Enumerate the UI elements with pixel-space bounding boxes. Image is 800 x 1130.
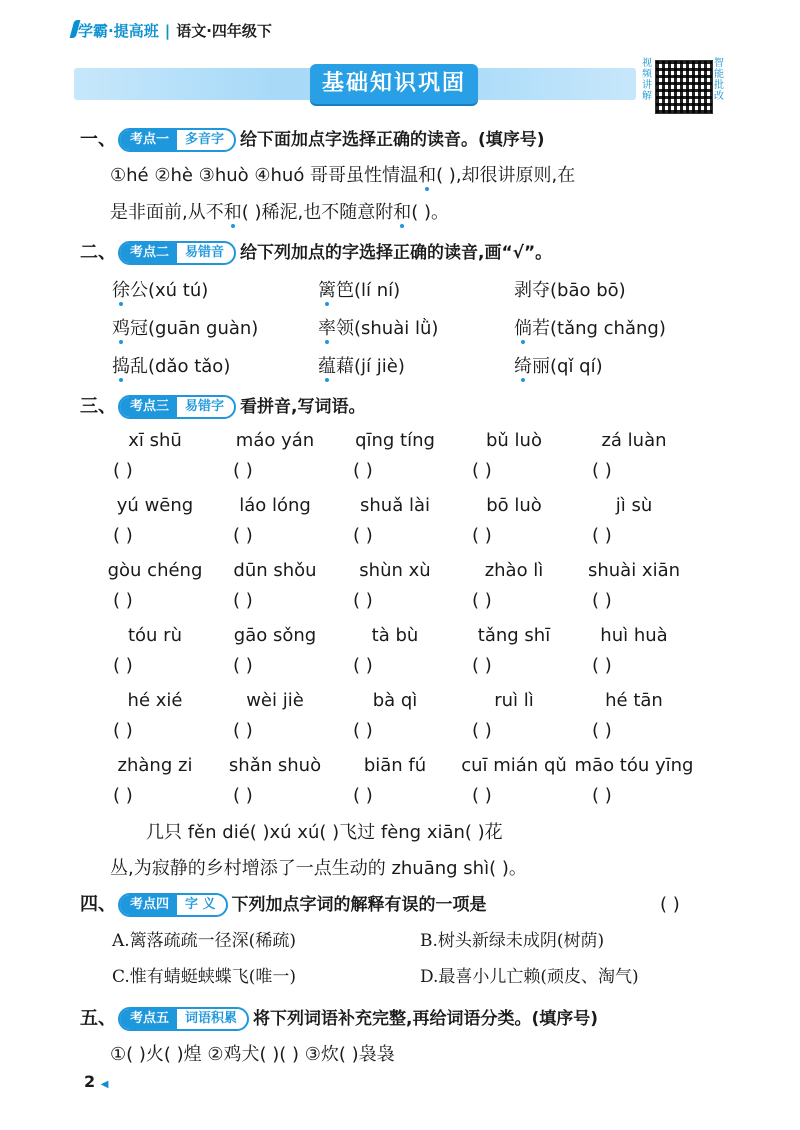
pinyin-label: ruì lì <box>494 690 534 711</box>
instruction: 下列加点字词的解释有误的一项是 <box>231 895 487 915</box>
answer-blank[interactable]: ( ) <box>233 785 253 806</box>
answer-blank[interactable]: ( ) <box>113 590 133 611</box>
text: 是非面前,从不 <box>110 202 224 223</box>
item-head: 率 <box>318 318 336 339</box>
topic-tag <box>118 395 236 419</box>
item-options: 公(xú tú) <box>130 280 209 301</box>
answer-blank[interactable]: ( ) <box>472 460 492 481</box>
tag-topic: 易错字 <box>185 399 225 414</box>
answer-blank[interactable]: ( ) <box>660 894 680 915</box>
answer-blank[interactable]: ( ) <box>592 525 612 546</box>
dotted-char: 和 <box>393 202 412 223</box>
answer-blank[interactable]: ( ) <box>353 785 373 806</box>
item-head: 剥夺(bāo bō) <box>514 280 626 301</box>
answer-blank[interactable]: ( ) <box>113 460 133 481</box>
topic-tag <box>118 1007 249 1031</box>
pinyin-label: zhào lì <box>484 560 544 581</box>
tag-label: 考点二 <box>120 243 177 263</box>
tag-label: 考点三 <box>120 397 177 417</box>
answer-blank[interactable]: ( ) <box>472 590 492 611</box>
topic-tag <box>118 241 236 265</box>
pinyin-label: māo tóu yīng <box>574 755 694 776</box>
section-1-header <box>80 127 545 153</box>
pinyin-label: hé xié <box>127 690 183 711</box>
pronunciation-item[interactable] <box>112 354 230 380</box>
tag-label: 考点五 <box>120 1009 177 1029</box>
item-options: 领(shuài lǜ) <box>336 318 439 339</box>
pinyin-label: bà qì <box>372 690 418 711</box>
section-5-line-1[interactable]: ①( )火( )煌 ②鸡犬( )( ) ③炊( )袅袅 <box>110 1044 395 1065</box>
page-number-text: 2 <box>84 1072 96 1091</box>
option-c: C.惟有蜻蜓蛱蝶飞(唯一) <box>112 967 297 987</box>
sentence-line-1[interactable]: 几只 fěn dié( )xú xú( )飞过 fèng xiān( )花 <box>146 822 503 843</box>
section-number: 二、 <box>80 242 116 263</box>
instruction: 给下面加点字选择正确的读音。(填序号) <box>240 130 545 150</box>
answer-blank[interactable]: ( ) <box>472 655 492 676</box>
dotted-char: 和 <box>418 165 437 186</box>
pronunciation-item[interactable] <box>514 354 603 380</box>
answer-blank[interactable]: ( ) <box>113 720 133 741</box>
section-3-header <box>80 394 366 420</box>
section-2-header <box>80 240 552 266</box>
answer-blank[interactable]: ( ) <box>233 720 253 741</box>
pinyin-label: tà bù <box>371 625 419 646</box>
triangle-left-icon: ◀ <box>100 1079 109 1090</box>
pinyin-label: bō luò <box>486 495 542 516</box>
answer-blank[interactable]: ( ) <box>113 525 133 546</box>
pinyin-label: máo yán <box>235 430 315 451</box>
answer-blank[interactable]: ( ) <box>233 525 253 546</box>
pinyin-label: shuài xiān <box>587 560 681 581</box>
answer-blank[interactable]: ( ) <box>592 590 612 611</box>
dotted-char: 和 <box>223 202 242 223</box>
answer-blank[interactable]: ( ) <box>233 590 253 611</box>
item-head: 绮 <box>514 356 532 377</box>
answer-blank[interactable]: ( )。 <box>411 202 450 223</box>
section-number: 一、 <box>80 129 116 150</box>
pinyin-label: tǎng shī <box>477 625 551 646</box>
header-brand <box>78 20 272 41</box>
header-separator: | <box>164 22 171 40</box>
pronunciation-item[interactable] <box>318 354 405 380</box>
answer-blank[interactable]: ( ) <box>113 785 133 806</box>
item-options: 藉(jí jiè) <box>336 356 405 377</box>
answer-blank[interactable]: ( ) <box>353 720 373 741</box>
item-head: 徐 <box>112 280 130 301</box>
tag-topic: 词语积累 <box>185 1011 238 1026</box>
topic-tag <box>118 893 228 917</box>
pinyin-label: shǎn shuò <box>228 755 322 776</box>
pinyin-label: bǔ luò <box>486 430 542 451</box>
pinyin-label: yú wēng <box>116 495 194 516</box>
page-number <box>84 1072 108 1091</box>
answer-blank[interactable]: ( ) <box>592 785 612 806</box>
pinyin-label: zá luàn <box>601 430 667 451</box>
pinyin-label: cuī mián qǔ <box>461 755 567 776</box>
pronunciation-item[interactable] <box>112 316 258 342</box>
pronunciation-item[interactable] <box>318 278 400 304</box>
answer-blank[interactable]: ( ) <box>472 525 492 546</box>
pinyin-label: zhàng zi <box>117 755 193 776</box>
section-5-header <box>80 1006 598 1032</box>
pronunciation-item[interactable] <box>112 278 208 304</box>
answer-blank[interactable]: ( ) <box>592 460 612 481</box>
section-number: 四、 <box>80 894 116 915</box>
answer-blank[interactable]: ( ) <box>472 720 492 741</box>
text: ①hé ②hè ③huò ④huó 哥哥虽性情温 <box>110 165 419 186</box>
pinyin-label: qīng tíng <box>355 430 435 451</box>
answer-blank[interactable]: ( ) <box>353 525 373 546</box>
qr-left-label: 视频讲解 <box>642 58 652 102</box>
item-options: 乱(dǎo tǎo) <box>130 356 231 377</box>
pinyin-label: shuǎ lài <box>360 495 430 516</box>
answer-blank[interactable]: ( ),却很讲原则,在 <box>436 165 576 186</box>
subject-label: 语文·四年级下 <box>176 22 272 40</box>
item-options: 冠(guān guàn) <box>130 318 259 339</box>
section-4-header <box>80 892 487 918</box>
instruction: 给下列加点的字选择正确的读音,画“√”。 <box>240 243 553 263</box>
pinyin-label: gòu chéng <box>107 560 203 581</box>
instruction: 将下列词语补充完整,再给词语分类。(填序号) <box>253 1009 599 1029</box>
pinyin-label: shùn xù <box>359 560 431 581</box>
answer-blank[interactable]: ( ) <box>353 590 373 611</box>
tag-topic: 易错音 <box>185 245 225 260</box>
answer-blank[interactable]: ( )稀泥,也不随意附 <box>241 202 394 223</box>
answer-blank[interactable]: ( ) <box>113 655 133 676</box>
section-number: 五、 <box>80 1008 116 1029</box>
pinyin-label: láo lóng <box>239 495 311 516</box>
tag-topic: 多音字 <box>185 132 225 147</box>
answer-blank[interactable]: ( ) <box>353 655 373 676</box>
pinyin-label: huì huà <box>600 625 668 646</box>
pinyin-label: xī shū <box>128 430 182 451</box>
qr-right-label: 智能批改 <box>714 58 724 102</box>
pinyin-label: dūn shǒu <box>233 560 317 581</box>
answer-blank[interactable]: ( ) <box>592 720 612 741</box>
topic-tag <box>118 128 236 152</box>
pronunciation-item[interactable] <box>514 316 666 342</box>
pinyin-label: biān fú <box>363 755 427 776</box>
section-1-line-2 <box>110 200 449 226</box>
pinyin-label: wèi jiè <box>246 690 304 711</box>
answer-blank[interactable]: ( ) <box>233 655 253 676</box>
section-number: 三、 <box>80 396 116 417</box>
pinyin-label: jì sù <box>615 495 653 516</box>
pinyin-label: gāo sǒng <box>233 625 317 646</box>
item-head: 篱 <box>318 280 336 301</box>
page-title: 基础知识巩固 <box>310 64 478 104</box>
answer-blank[interactable]: ( ) <box>592 655 612 676</box>
item-options: 丽(qǐ qí) <box>532 356 603 377</box>
answer-blank[interactable]: ( ) <box>472 785 492 806</box>
sentence-line-2[interactable]: 丛,为寂静的乡村增添了一点生动的 zhuāng shì( )。 <box>110 858 527 879</box>
option-d: D.最喜小儿亡赖(顽皮、淘气) <box>420 967 639 987</box>
option-b: B.树头新绿未成阴(树荫) <box>420 931 605 951</box>
pronunciation-item[interactable] <box>318 316 438 342</box>
item-options: 若(tǎng chǎng) <box>532 318 666 339</box>
option-a: A.篱落疏疏一径深(稀疏) <box>112 931 296 951</box>
pinyin-label: tóu rù <box>127 625 182 646</box>
section-1-line-1 <box>110 163 575 189</box>
qr-code-icon[interactable] <box>655 60 713 114</box>
answer-blank[interactable]: ( ) <box>233 460 253 481</box>
pronunciation-item[interactable] <box>514 278 626 304</box>
brand-name: 学霸·提高班 <box>78 22 159 40</box>
item-head: 倘 <box>514 318 532 339</box>
item-options: 笆(lí ní) <box>336 280 401 301</box>
tag-label: 考点一 <box>120 130 177 150</box>
item-head: 蕴 <box>318 356 336 377</box>
tag-label: 考点四 <box>120 895 177 915</box>
item-head: 捣 <box>112 356 130 377</box>
answer-blank[interactable]: ( ) <box>353 460 373 481</box>
item-head: 鸡 <box>112 318 130 339</box>
pinyin-label: hé tān <box>605 690 663 711</box>
instruction: 看拼音,写词语。 <box>240 397 366 417</box>
tag-topic: 字 义 <box>185 897 216 912</box>
